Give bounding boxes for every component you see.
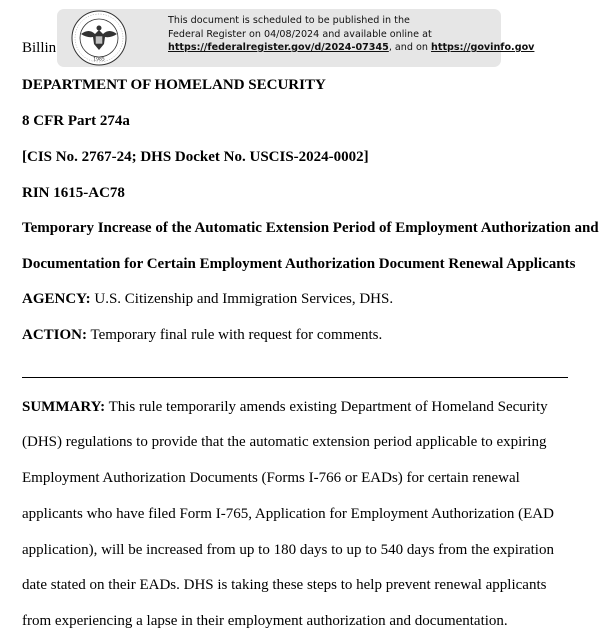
summary-line: applicants who have filed Form I-765, Application for Employment Authorization (EAD xyxy=(22,506,554,522)
summary-line: (DHS) regulations to provide that the automatic extension period applicable to expiring xyxy=(22,434,547,450)
agency-heading: DEPARTMENT OF HOMELAND SECURITY xyxy=(22,77,326,93)
seal-year: 1985 xyxy=(93,57,105,63)
agency-line xyxy=(22,290,393,308)
rule-title-line-1: Temporary Increase of the Automatic Extension Period of Employment Authorization and xyxy=(22,220,599,236)
agency-value: U.S. Citizenship and Immigration Services, DHS. xyxy=(90,291,394,307)
summary-line: Employment Authorization Documents (Forms I-766 or EADs) for certain renewal xyxy=(22,470,520,486)
rule-title-line-2: Documentation for Certain Employment Authorization Document Renewal Applicants xyxy=(22,256,576,272)
summary-line xyxy=(22,398,548,416)
docket-number: [CIS No. 2767-24; DHS Docket No. USCIS-2024-0002] xyxy=(22,149,369,165)
billing-code: Billin xyxy=(22,40,57,56)
federal-register-banner xyxy=(57,9,535,67)
notice-connector: , and on xyxy=(388,42,432,53)
section-divider xyxy=(22,377,568,378)
notice-line-2: Federal Register on 04/08/2024 and available online at xyxy=(168,28,432,40)
agency-label: AGENCY: xyxy=(22,291,91,307)
notice-line-1: This document is scheduled to be published in the xyxy=(168,15,410,26)
summary-line: application), will be increased from up to 180 days to up to 540 days from the expiration xyxy=(22,542,554,558)
federal-register-notice xyxy=(168,14,534,55)
summary-line: from experiencing a lapse in their employment authorization and documentation. xyxy=(22,613,508,629)
rin-number: RIN 1615-AC78 xyxy=(22,185,125,201)
action-label: ACTION: xyxy=(22,327,88,343)
notice-line-3 xyxy=(168,41,534,55)
cfr-part: 8 CFR Part 274a xyxy=(22,113,130,129)
summary-text: This rule temporarily amends existing Department of Homeland Security xyxy=(105,399,548,415)
federal-register-seal-icon xyxy=(71,10,127,66)
federal-register-link[interactable]: https://federalregister.gov/d/2024-07345 xyxy=(168,42,389,53)
govinfo-link[interactable]: https://govinfo.gov xyxy=(431,42,535,53)
summary-line: date stated on their EADs. DHS is taking these steps to help prevent renewal applicants xyxy=(22,577,547,593)
action-value: Temporary final rule with request for comments. xyxy=(87,327,383,343)
summary-label: SUMMARY: xyxy=(22,399,106,415)
action-line xyxy=(22,326,382,344)
